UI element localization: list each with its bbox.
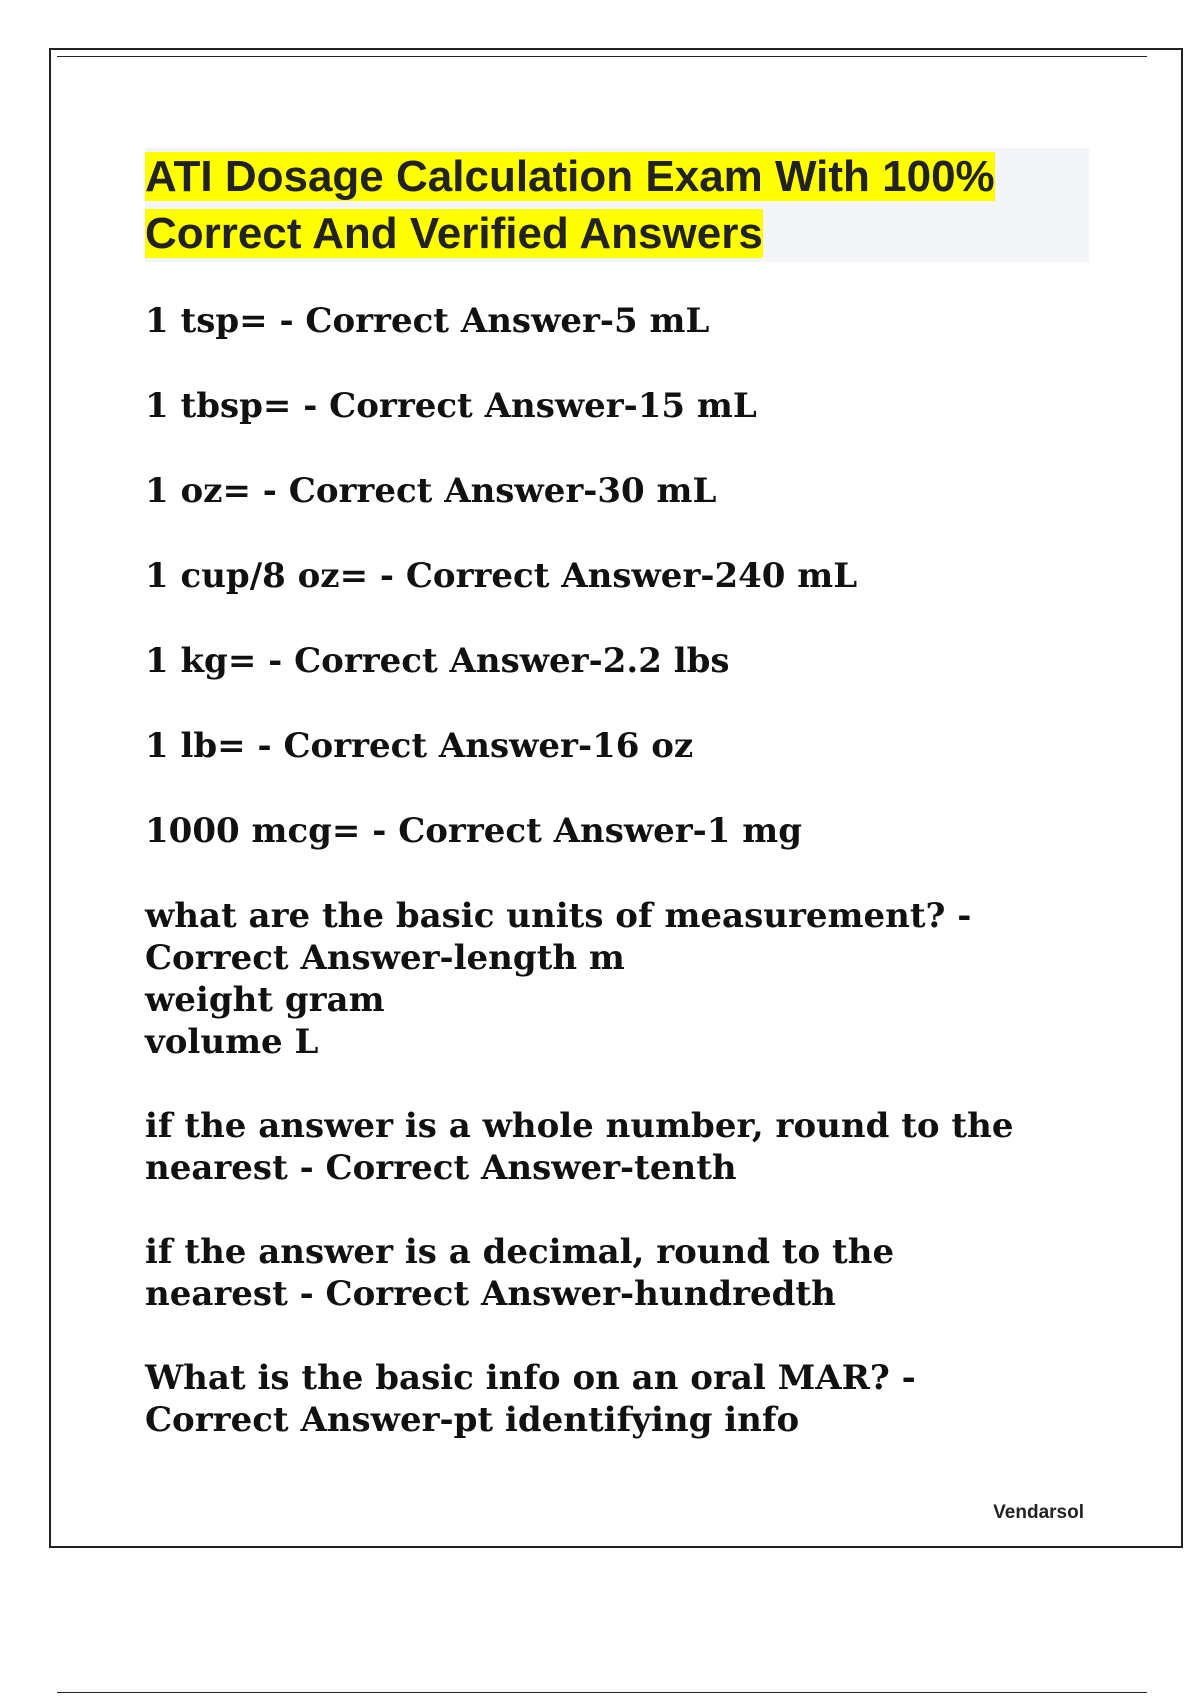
qa-item-whole-number-rounding: if the answer is a whole number, round to the nearest - Correct Answer-tenth (145, 1106, 1014, 1188)
title-highlight: ATI Dosage Calculation Exam With 100% Correct And Verified Answers (145, 152, 995, 258)
top-divider (57, 56, 1147, 57)
qa-item-oral-mar: What is the basic info on an oral MAR? - Correct Answer-pt identifying info (145, 1358, 916, 1440)
qa-item-lb: 1 lb= - Correct Answer-16 oz (145, 726, 694, 766)
qa-item-cup: 1 cup/8 oz= - Correct Answer-240 mL (145, 556, 858, 596)
qa-item-basic-units: what are the basic units of measurement? - Correct Answer-length m weight gram volume L (145, 896, 972, 1062)
qa-item-mcg: 1000 mcg= - Correct Answer-1 mg (145, 811, 803, 851)
qa-item-kg: 1 kg= - Correct Answer-2.2 lbs (145, 641, 730, 681)
title-block (145, 148, 1089, 262)
qa-item-tsp: 1 tsp= - Correct Answer-5 mL (145, 301, 710, 341)
bottom-divider (57, 1692, 1147, 1693)
document-title (145, 148, 1089, 262)
qa-item-decimal-rounding: if the answer is a decimal, round to the nearest - Correct Answer-hundredth (145, 1232, 895, 1314)
document-content (145, 148, 1089, 1483)
qa-item-tbsp: 1 tbsp= - Correct Answer-15 mL (145, 386, 757, 426)
footer-brand: Vendarsol (993, 1502, 1084, 1523)
qa-item-oz: 1 oz= - Correct Answer-30 mL (145, 471, 717, 511)
